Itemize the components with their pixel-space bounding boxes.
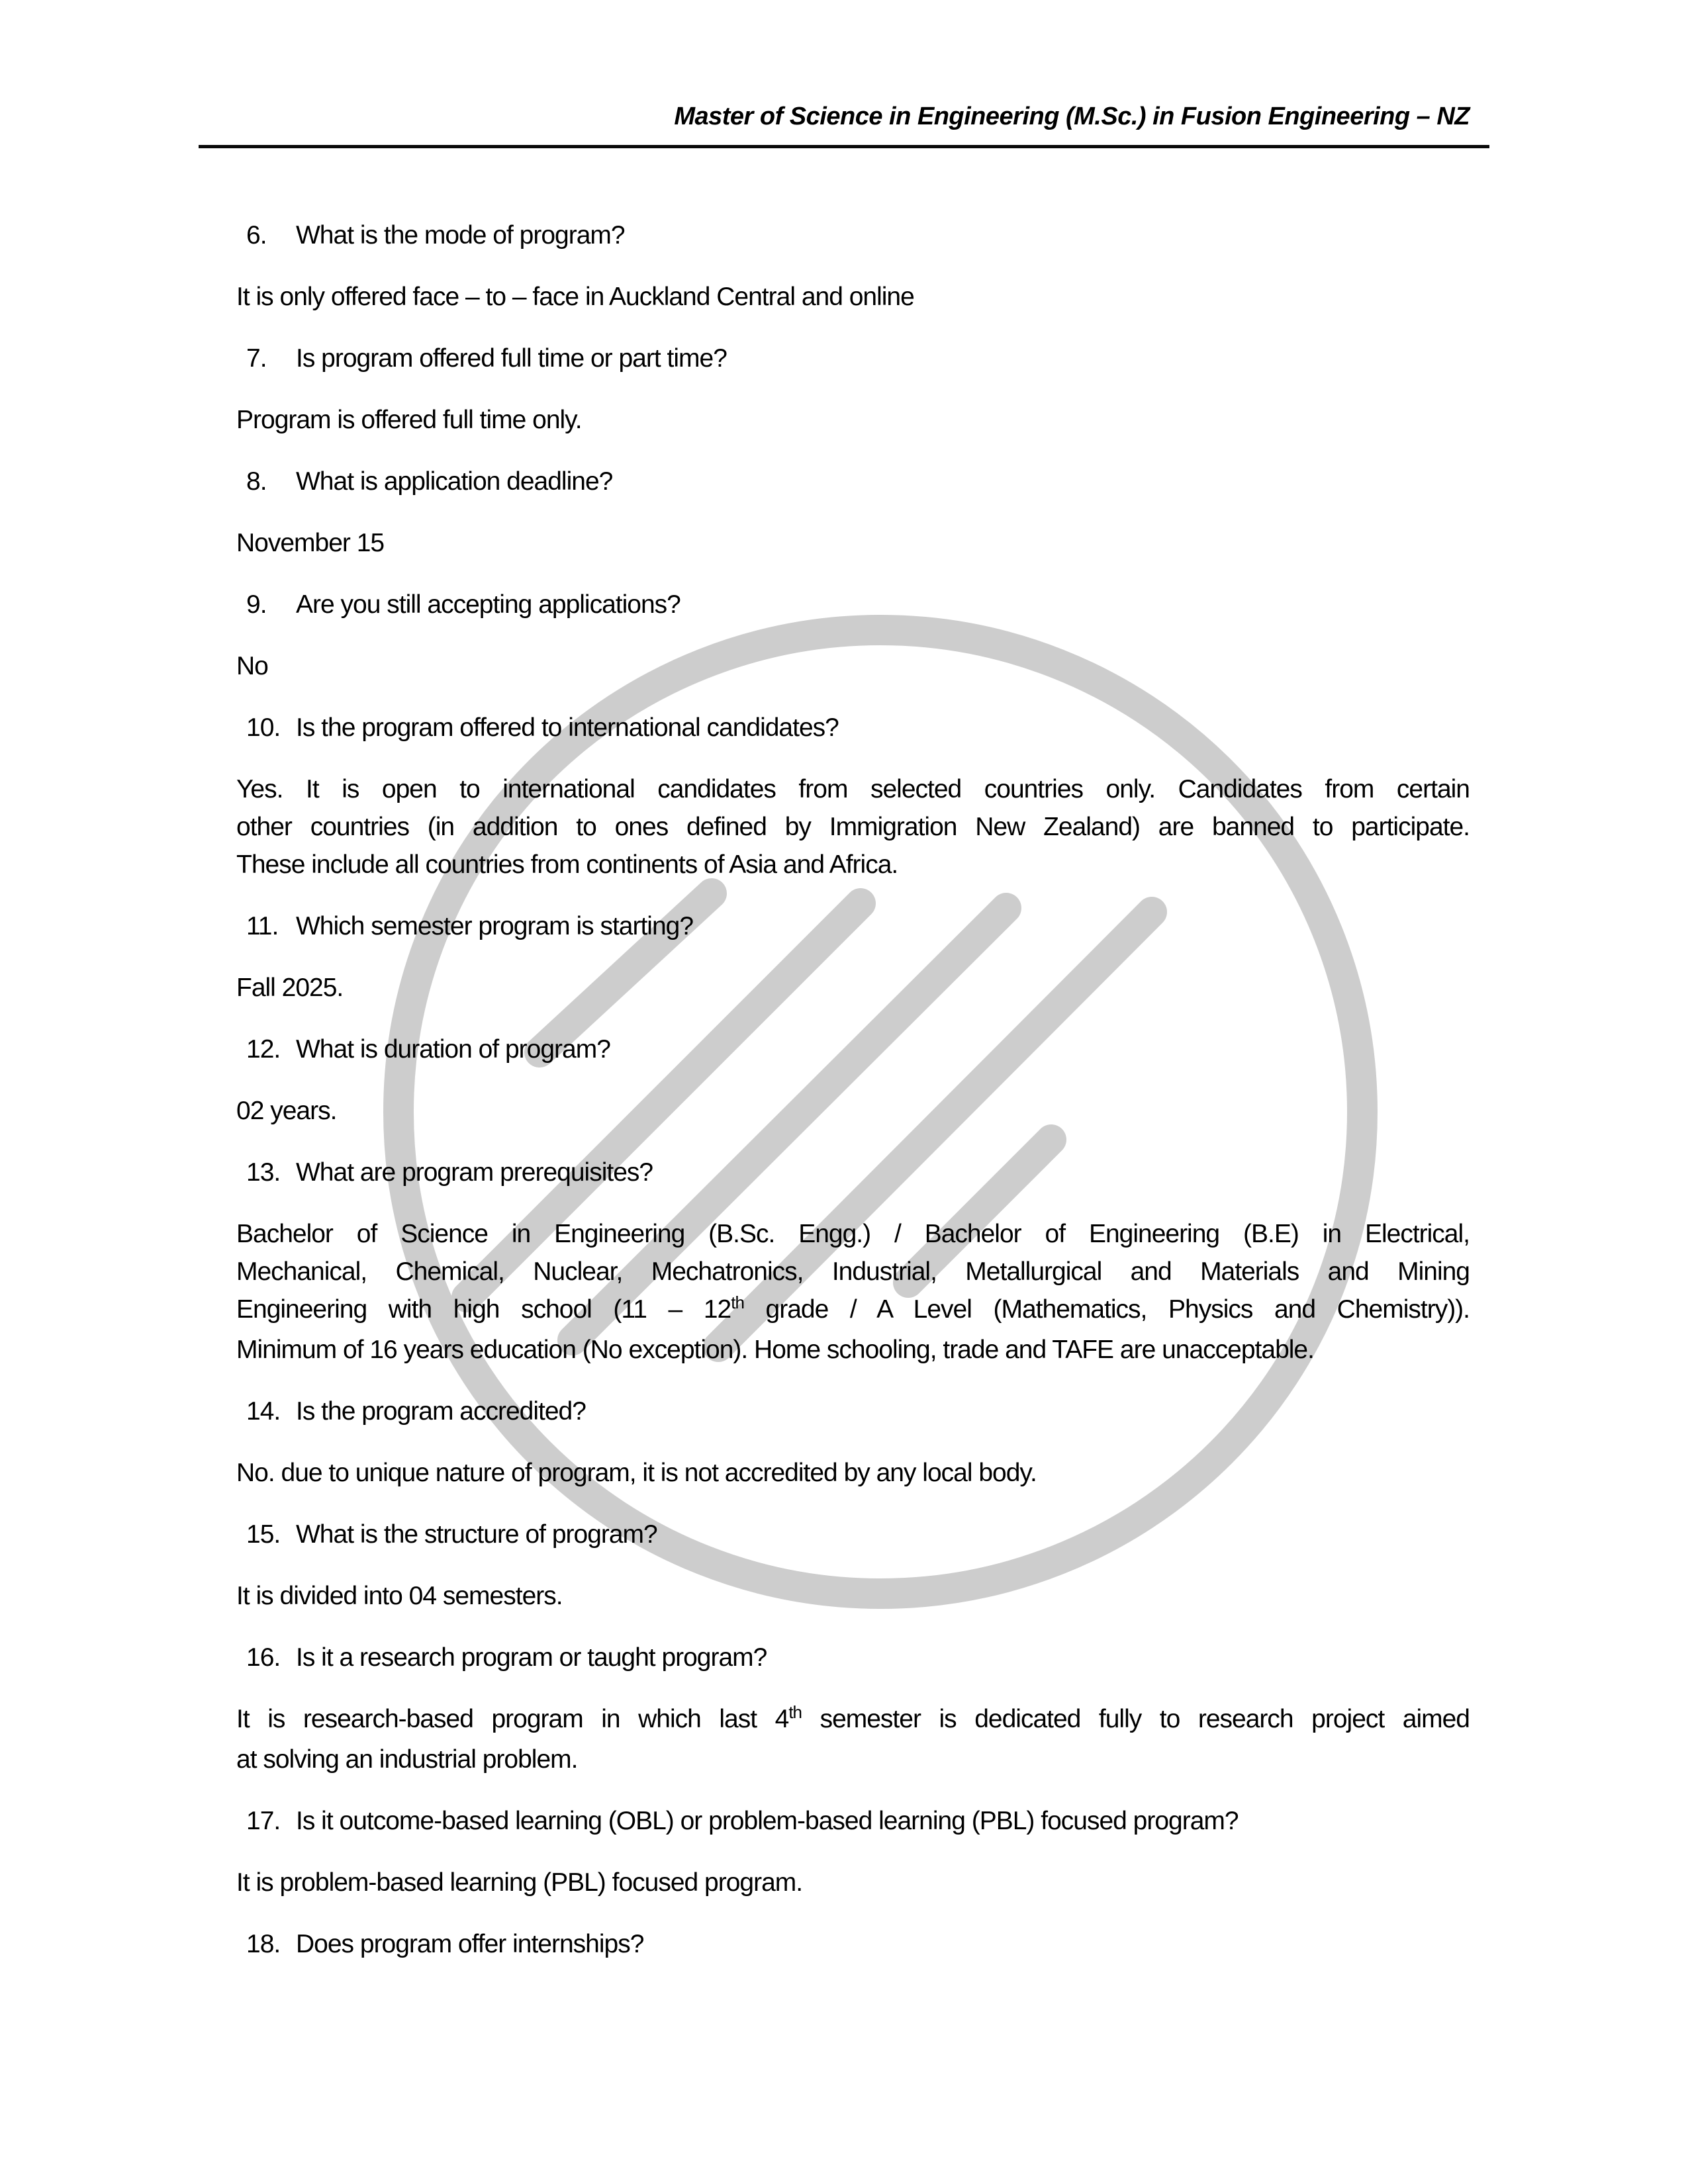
question-number: 9. bbox=[246, 590, 267, 619]
answer bbox=[236, 1700, 1470, 1778]
question-text: Is it outcome-based learning (OBL) or problem-based learning (PBL) focused program? bbox=[296, 1807, 1239, 1835]
question-number: 18. bbox=[246, 1930, 281, 1958]
question-row bbox=[236, 1925, 1470, 1963]
question-row bbox=[236, 1639, 1470, 1676]
question-row bbox=[236, 1516, 1470, 1553]
question-number: 12. bbox=[246, 1035, 281, 1064]
question-row bbox=[236, 340, 1470, 377]
answer-line: other countries (in addition to ones defined by Immigration New Zealand) are banned to participate. bbox=[236, 813, 1470, 841]
question-text: Is the program offered to international candidates? bbox=[296, 713, 839, 742]
question-row bbox=[236, 1154, 1470, 1191]
question-number: 17. bbox=[246, 1807, 281, 1835]
faq-item bbox=[236, 340, 1470, 439]
header-rule bbox=[199, 145, 1489, 148]
question-text: What is the mode of program? bbox=[296, 221, 625, 250]
faq-item bbox=[236, 1802, 1470, 1901]
faq-item bbox=[236, 709, 1470, 884]
question-row bbox=[236, 709, 1470, 747]
faq-item bbox=[236, 586, 1470, 685]
faq-item bbox=[236, 463, 1470, 562]
question-text: Are you still accepting applications? bbox=[296, 590, 680, 619]
question-number: 7. bbox=[246, 344, 267, 373]
answer-line: Bachelor of Science in Engineering (B.Sc. Engg.) / Bachelor of Engineering (B.E) in Electrical, bbox=[236, 1220, 1470, 1248]
question-text: Which semester program is starting? bbox=[296, 912, 694, 940]
page-header-title: Master of Science in Engineering (M.Sc.) in Fusion Engineering – NZ bbox=[674, 103, 1470, 130]
answer-line: It is research-based program in which last 4th semester is dedicated fully to research project aimed bbox=[236, 1702, 1470, 1733]
question-text: What are program prerequisites? bbox=[296, 1158, 653, 1187]
answer bbox=[236, 1454, 1470, 1492]
question-row bbox=[236, 216, 1470, 254]
question-number: 6. bbox=[246, 221, 267, 250]
answer bbox=[236, 770, 1470, 884]
question-row bbox=[236, 907, 1470, 945]
question-text: Does program offer internships? bbox=[296, 1930, 644, 1958]
question-number: 14. bbox=[246, 1397, 281, 1426]
question-number: 10. bbox=[246, 713, 281, 742]
question-text: Is the program accredited? bbox=[296, 1397, 586, 1426]
answer-line: Minimum of 16 years education (No exception). Home schooling, trade and TAFE are unacceptable. bbox=[236, 1336, 1314, 1364]
answer bbox=[236, 524, 1470, 562]
question-number: 11. bbox=[246, 912, 279, 940]
faq-item bbox=[236, 1925, 1470, 1963]
answer bbox=[236, 1864, 1470, 1901]
answer bbox=[236, 969, 1470, 1007]
faq-item bbox=[236, 907, 1470, 1007]
question-text: Is it a research program or taught program? bbox=[296, 1643, 767, 1672]
answer-line: No. due to unique nature of program, it is not accredited by any local body. bbox=[236, 1459, 1037, 1487]
answer-line: These include all countries from continents of Asia and Africa. bbox=[236, 850, 898, 879]
answer-line: Engineering with high school (11 – 12th grade / A Level (Mathematics, Physics and Chemistry)). bbox=[236, 1293, 1470, 1324]
answer-line: at solving an industrial problem. bbox=[236, 1745, 578, 1774]
question-row bbox=[236, 1802, 1470, 1840]
question-number: 15. bbox=[246, 1520, 281, 1549]
answer bbox=[236, 1577, 1470, 1615]
question-text: What is the structure of program? bbox=[296, 1520, 657, 1549]
answer-line: November 15 bbox=[236, 529, 385, 557]
answer-line: No bbox=[236, 652, 268, 680]
faq-item bbox=[236, 1516, 1470, 1615]
answer-line: It is divided into 04 semesters. bbox=[236, 1582, 563, 1610]
question-row bbox=[236, 586, 1470, 623]
answer bbox=[236, 401, 1470, 439]
answer-line: It is only offered face – to – face in Auckland Central and online bbox=[236, 283, 914, 311]
question-number: 8. bbox=[246, 467, 267, 496]
question-row bbox=[236, 1392, 1470, 1430]
faq-item bbox=[236, 1392, 1470, 1492]
faq-item bbox=[236, 1154, 1470, 1369]
answer-line: It is problem-based learning (PBL) focused program. bbox=[236, 1868, 803, 1897]
answer bbox=[236, 278, 1470, 316]
answer bbox=[236, 1092, 1470, 1130]
faq-item bbox=[236, 1030, 1470, 1130]
question-text: What is application deadline? bbox=[296, 467, 613, 496]
answer-line: 02 years. bbox=[236, 1097, 337, 1125]
question-number: 13. bbox=[246, 1158, 281, 1187]
answer-line: Mechanical, Chemical, Nuclear, Mechatronics, Industrial, Metallurgical and Materials and Mining bbox=[236, 1257, 1470, 1286]
answer-line: Fall 2025. bbox=[236, 974, 344, 1002]
answer-line: Program is offered full time only. bbox=[236, 406, 582, 434]
answer-line: Yes. It is open to international candidates from selected countries only. Candidates from certain bbox=[236, 775, 1470, 803]
answer bbox=[236, 1215, 1470, 1369]
question-row bbox=[236, 1030, 1470, 1068]
question-row bbox=[236, 463, 1470, 500]
faq-list bbox=[236, 216, 1470, 1963]
question-number: 16. bbox=[246, 1643, 281, 1672]
question-text: Is program offered full time or part time? bbox=[296, 344, 727, 373]
answer bbox=[236, 647, 1470, 685]
faq-item bbox=[236, 1639, 1470, 1778]
faq-item bbox=[236, 216, 1470, 316]
question-text: What is duration of program? bbox=[296, 1035, 610, 1064]
